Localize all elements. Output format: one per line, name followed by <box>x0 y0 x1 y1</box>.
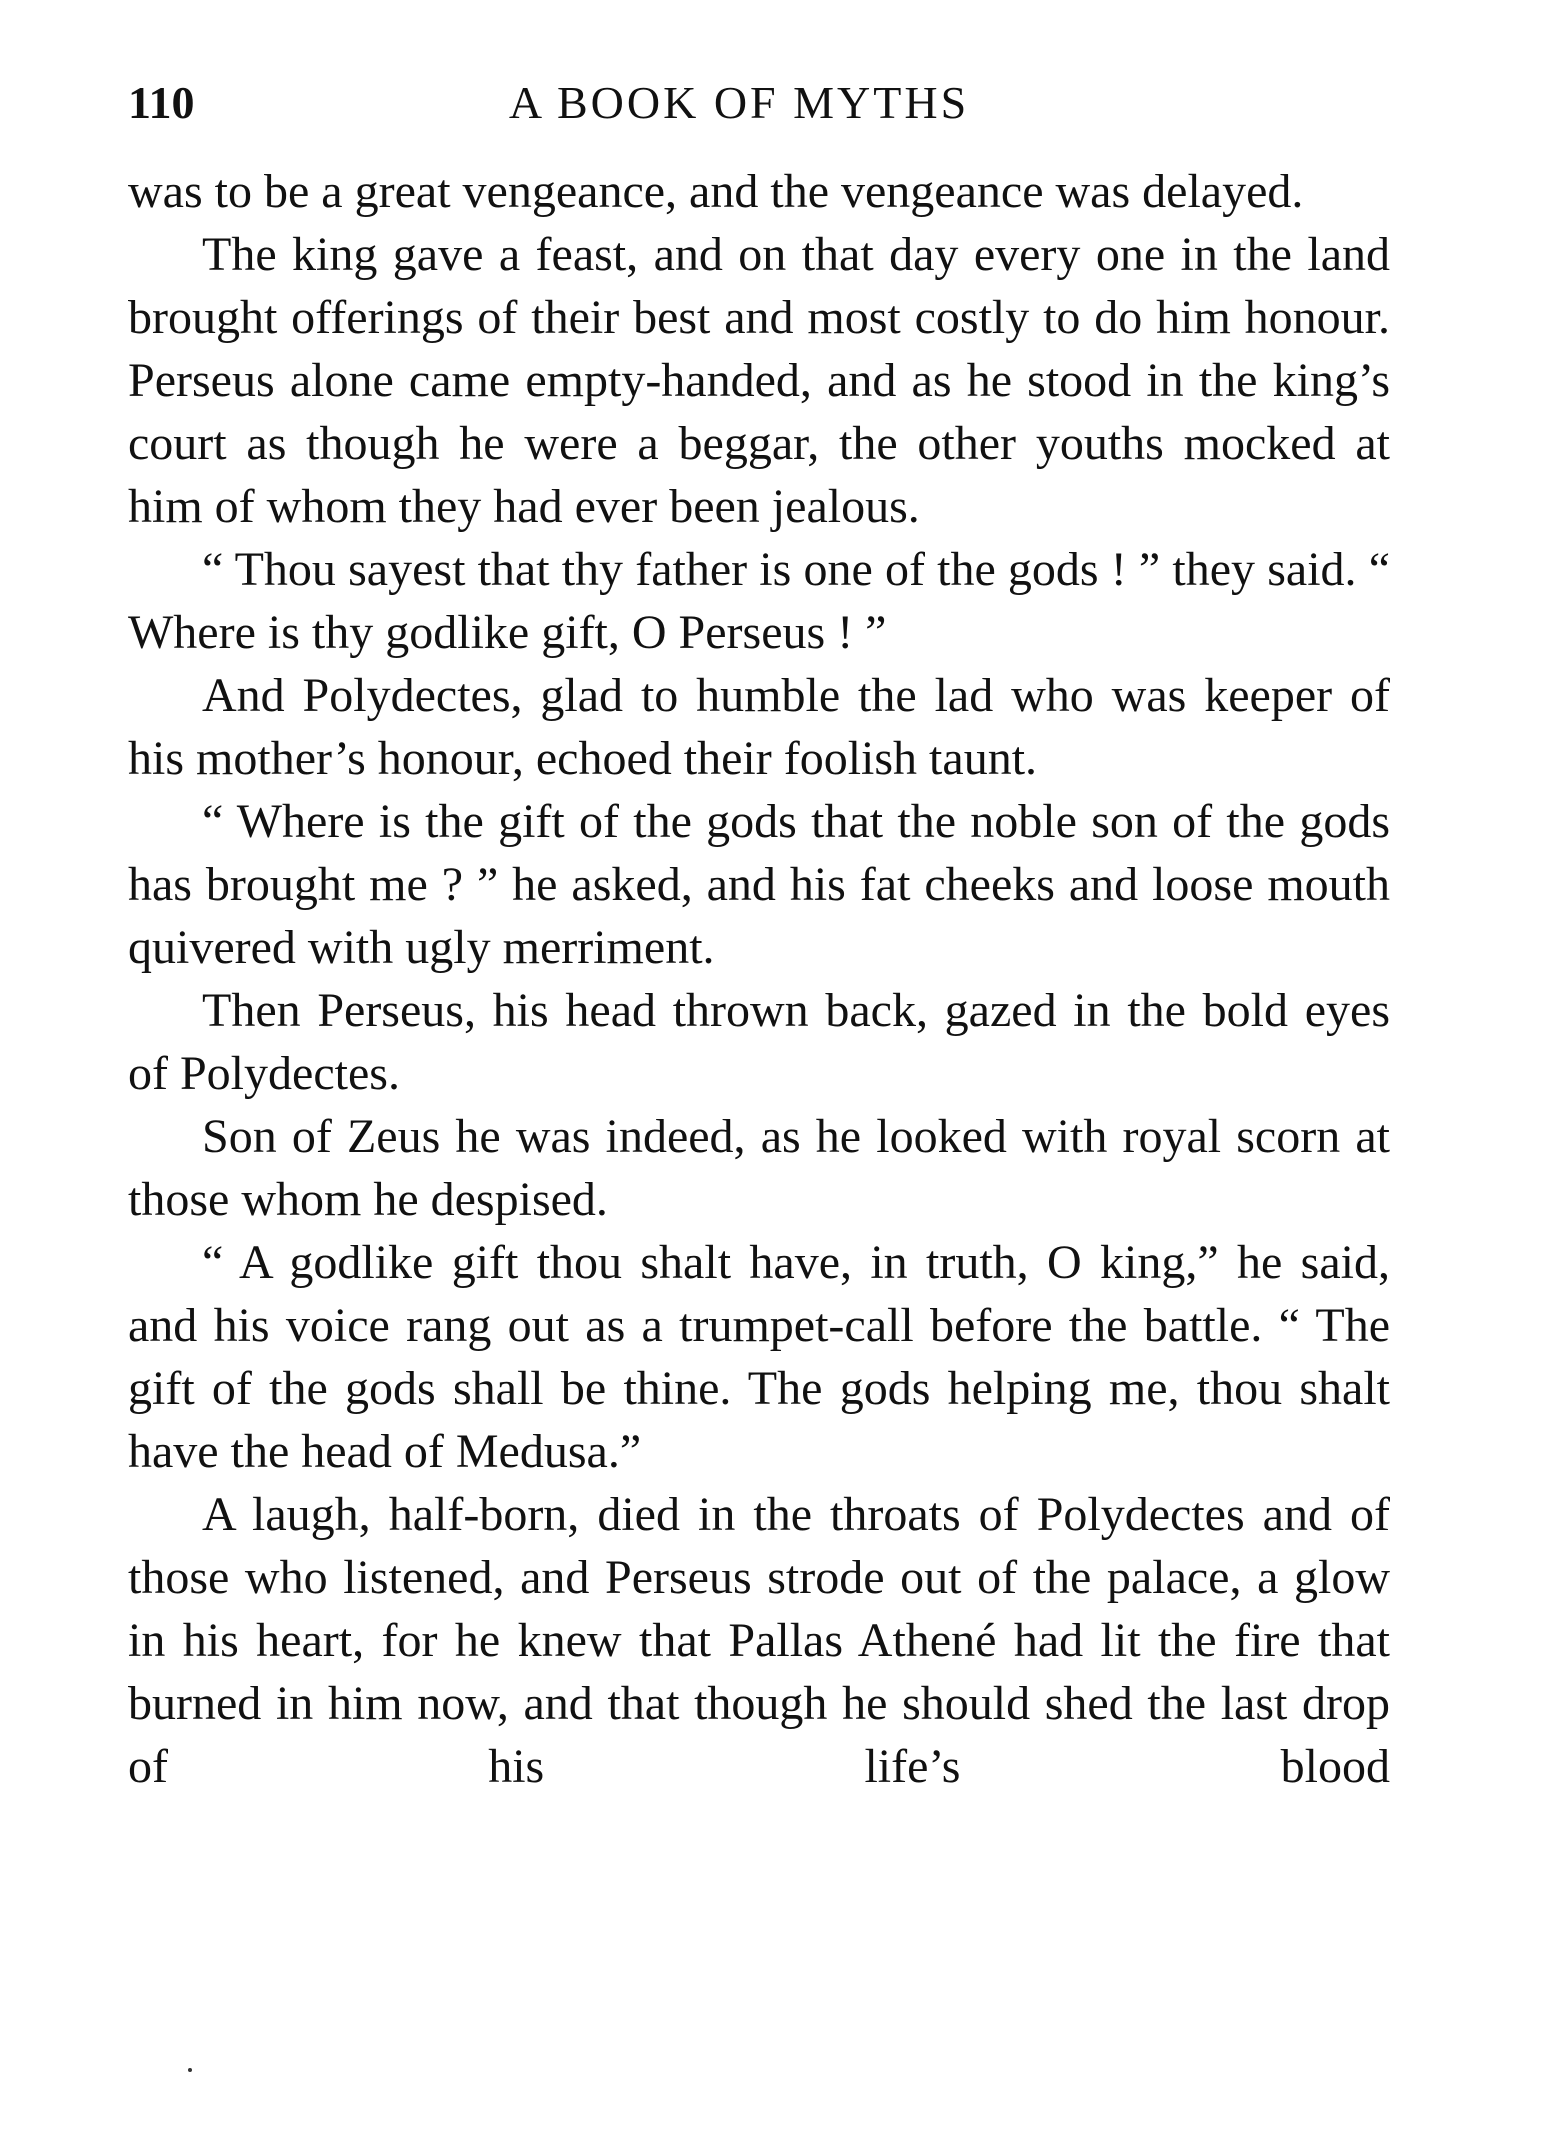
paragraph: Son of Zeus he was indeed, as he looked with royal scorn at those whom he despised. <box>128 1110 1390 1226</box>
running-head <box>128 68 1390 138</box>
paragraph: A laugh, half-born, died in the throats of Polydectes and of those who listened, and Perseus strode out of the palace, a glow in his heart, for he knew that Pallas Athené had lit the fire that burned in him now, and that though he should shed the last drop of his life’s blood <box>128 1488 1390 1793</box>
paragraph: “ A godlike gift thou shalt have, in truth, O king,” he said, and his voice rang out as a trumpet-call before the battle. “ The gift of the gods shall be thine. The gods helping me, thou shalt have the head of Medusa.” <box>128 1236 1390 1478</box>
paragraph: Then Perseus, his head thrown back, gazed in the bold eyes of Polydectes. <box>128 984 1390 1100</box>
print-speck <box>188 2068 192 2072</box>
paragraph: “ Thou sayest that thy father is one of the gods ! ” they said. “ Where is thy godlike gift, O Perseus ! ” <box>128 543 1390 659</box>
body-text <box>128 160 1390 1798</box>
paragraph: “ Where is the gift of the gods that the noble son of the gods has brought me ? ” he asked, and his fat cheeks and loose mouth quivered with ugly merriment. <box>128 795 1390 974</box>
book-title: A BOOK OF MYTHS <box>508 77 970 128</box>
page-number: 110 <box>128 77 195 128</box>
paragraph: was to be a great vengeance, and the vengeance was delayed. <box>128 165 1304 218</box>
paragraph: And Polydectes, glad to humble the lad who was keeper of his mother’s honour, echoed their foolish taunt. <box>128 669 1390 785</box>
paragraph: The king gave a feast, and on that day every one in the land brought offerings of their best and most costly to do him honour. Perseus alone came empty-handed, and as he stood in the king’s court as though he were a beggar, the other youths mocked at him of whom they had ever been jealous. <box>128 228 1390 533</box>
